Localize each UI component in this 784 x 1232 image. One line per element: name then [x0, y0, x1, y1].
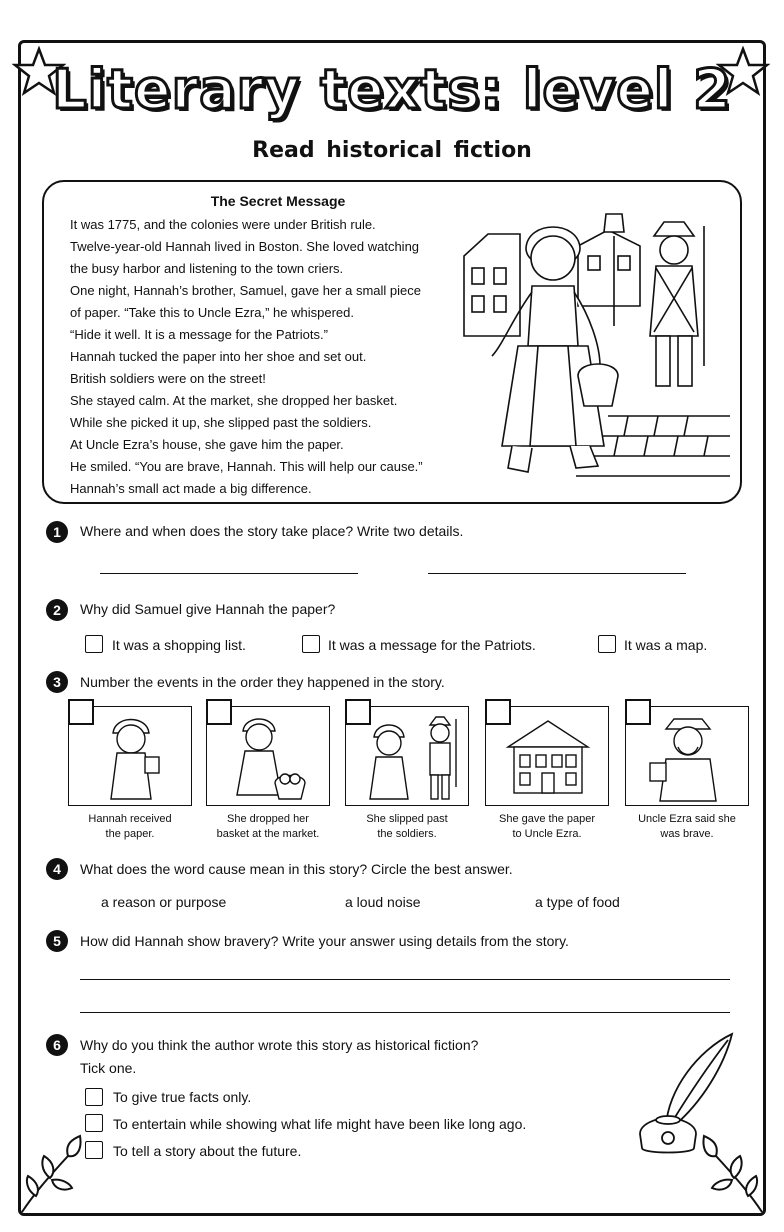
- question-text: Why did Samuel give Hannah the paper?: [80, 601, 336, 617]
- question-number: 4: [46, 858, 68, 880]
- option-checkbox[interactable]: [85, 1114, 103, 1132]
- question-text: Why do you think the author wrote this story as historical fiction?: [80, 1037, 479, 1053]
- story-line: It was 1775, and the colonies were under British rule.: [70, 217, 376, 232]
- question-number: 2: [46, 599, 68, 621]
- question-text: How did Hannah show bravery? Write your answer using details from the story.: [80, 933, 569, 949]
- story-text: [70, 214, 470, 500]
- option-checkbox[interactable]: [85, 1088, 103, 1106]
- page-subtitle: Read historical fiction: [252, 138, 532, 163]
- event-order-box[interactable]: [485, 699, 511, 725]
- story-line: the busy harbor and listening to the town criers.: [70, 261, 344, 276]
- question-number: 3: [46, 671, 68, 693]
- question-number: 6: [46, 1034, 68, 1056]
- story-line: She stayed calm. At the market, she dropped her basket.: [70, 393, 398, 408]
- story-line: While she picked it up, she slipped past the soldiers.: [70, 415, 372, 430]
- answer-option[interactable]: a reason or purpose: [101, 894, 227, 910]
- page-title: Literary texts: level 2: [52, 58, 732, 121]
- option-checkbox[interactable]: [302, 635, 320, 653]
- answer-option[interactable]: a type of food: [535, 894, 620, 910]
- answer-line[interactable]: [80, 979, 730, 980]
- event-caption: Hannah received the paper.: [88, 813, 172, 840]
- event-order-box[interactable]: [345, 699, 371, 725]
- leaf-icon: [16, 1134, 86, 1216]
- story-title: The Secret Message: [210, 193, 346, 209]
- story-line: He smiled. “You are brave, Hannah. This will help our cause.”: [70, 459, 423, 474]
- option-label: It was a message for the Patriots.: [328, 637, 536, 653]
- option-label: To give true facts only.: [113, 1089, 252, 1105]
- question-text: Number the events in the order they happened in the story.: [80, 674, 445, 690]
- option-label: It was a shopping list.: [112, 637, 246, 653]
- event-order-box[interactable]: [206, 699, 232, 725]
- event-order-box[interactable]: [625, 699, 651, 725]
- story-line: One night, Hannah’s brother, Samuel, gave her a small piece: [70, 283, 421, 298]
- event-caption: She gave the paper to Uncle Ezra.: [498, 813, 596, 840]
- option-label: To tell a story about the future.: [113, 1143, 302, 1159]
- option-checkbox[interactable]: [598, 635, 616, 653]
- option-label: It was a map.: [624, 637, 708, 653]
- story-line: “Hide it well. It is a message for the Patriots.”: [70, 327, 328, 342]
- question-text: What does the word cause mean in this story? Circle the best answer.: [80, 861, 513, 877]
- question-number: 1: [46, 521, 68, 543]
- question-text: Where and when does the story take place? Write two details.: [80, 523, 464, 539]
- story-line: British soldiers were on the street!: [70, 371, 266, 386]
- answer-line[interactable]: [80, 1012, 730, 1013]
- option-checkbox[interactable]: [85, 635, 103, 653]
- story-line: Hannah’s small act made a big difference.: [70, 481, 312, 496]
- question-number: 5: [46, 930, 68, 952]
- answer-option[interactable]: a loud noise: [345, 894, 421, 910]
- story-line: At Uncle Ezra’s house, she gave him the paper.: [70, 437, 344, 452]
- answer-line[interactable]: [100, 573, 358, 574]
- event-caption: Uncle Ezra said she was brave.: [638, 813, 736, 840]
- option-label: To entertain while showing what life might have been like long ago.: [113, 1116, 527, 1132]
- answer-line[interactable]: [428, 573, 686, 574]
- story-line: of paper. “Take this to Uncle Ezra,” he whispered.: [70, 305, 354, 320]
- story-line: Hannah tucked the paper into her shoe and set out.: [70, 349, 367, 364]
- question-instruction: Tick one.: [80, 1060, 137, 1076]
- option-checkbox[interactable]: [85, 1141, 103, 1159]
- event-caption: She slipped past the soldiers.: [366, 813, 448, 840]
- event-order-box[interactable]: [68, 699, 94, 725]
- story-line: Twelve-year-old Hannah lived in Boston. She loved watching: [70, 239, 420, 254]
- quill-inkwell-icon: [628, 1030, 738, 1158]
- event-caption: She dropped her basket at the market.: [216, 813, 320, 840]
- story-illustration: [458, 196, 736, 486]
